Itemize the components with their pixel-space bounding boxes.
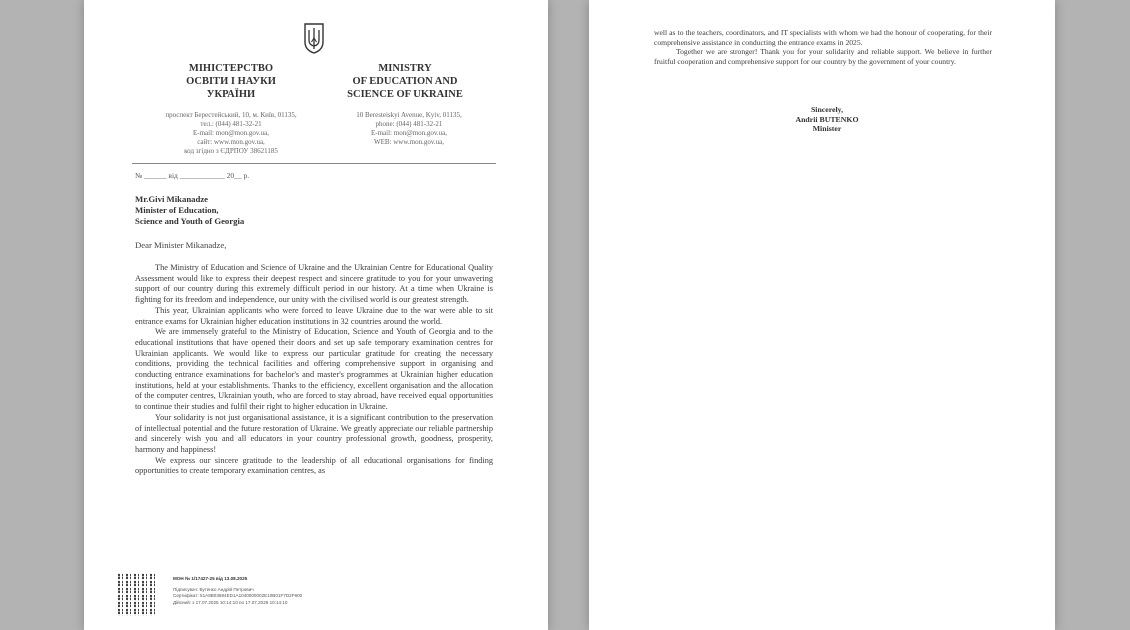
salutation: Dear Minister Mikanadze, <box>135 240 227 250</box>
address-en <box>324 111 494 147</box>
letter-body-continued <box>654 28 992 66</box>
header-en-line: SCIENCE OF UKRAINE <box>347 89 463 100</box>
header-ua-line: МІНІСТЕРСТВО <box>188 63 274 74</box>
closing-line: Sincerely, <box>810 105 844 114</box>
header-en-line: MINISTRY <box>378 63 432 74</box>
address-line: сайт: www.mon.gov.ua, <box>197 138 265 146</box>
digital-signature-block <box>173 576 302 606</box>
signatory-title: Minister <box>812 124 842 133</box>
signature-line: Дійсний: з 17.07.2025 10:14:10 по 17.07.2026 10:14:10 <box>173 599 288 605</box>
body-paragraph: well as to the teachers, coordinators, and IT specialists with whom we had the honour of cooperating, for their comprehensive assistance in conducting the entrance exams in 2025. <box>654 28 992 47</box>
header-en-line: OF EDUCATION AND <box>352 76 458 87</box>
closing-signature <box>749 105 905 134</box>
address-line: WEB: www.mon.gov.ua, <box>373 138 445 146</box>
body-paragraph: We express our sincere gratitude to the leadership of all educational organisations for finding opportunities to create temporary examination centres, as <box>135 455 493 476</box>
address-line: 10 Beresteiskyi Avenue, Kyiv, 01135, <box>356 111 462 119</box>
document-number: МОН № 1/17427-25 від 13.08.2025 <box>173 576 248 581</box>
address-line: E-mail: mon@mon.gov.ua, <box>371 129 447 137</box>
address-line: проспект Берестейський, 10, м. Київ, 01135, <box>165 111 297 119</box>
letter-body <box>135 263 493 477</box>
ministry-header-en <box>330 62 480 101</box>
address-line: тел.: (044) 481-32-21 <box>200 120 262 128</box>
letter-page-1 <box>84 0 548 630</box>
header-ua-line: УКРАЇНИ <box>206 89 256 100</box>
address-ua <box>136 111 326 156</box>
recipient-line: Mr.Givi Mikanadze <box>135 194 209 204</box>
body-paragraph: This year, Ukrainian applicants who were forced to leave Ukraine due to the war were able to sit entrance exams for Ukrainian higher education institutions in 32 countries around the world. <box>135 305 493 326</box>
signatory-name: Andrii BUTENKO <box>795 114 859 124</box>
address-line: код згідно з ЄДРПОУ 38621185 <box>184 147 278 155</box>
body-paragraph: Together we are stronger! Thank you for your solidarity and reliable support. We believe in further fruitful cooperation and comprehensive support for our country by the government of your country. <box>654 47 992 66</box>
body-paragraph: We are immensely grateful to the Ministry of Education, Science and Youth of Georgia and to the educational institutions that have opened their doors and set up safe temporary examination centres for Ukrainian applicants. We would like to express our particular gratitude for creating the necessary conditions, providing the technical facilities and offering comprehensive support in organising and conducting entrance examinations for bachelor's and master's programmes at Ukrainian higher education institutions, held at your establishments. Thanks to the efficiency, excellent organisation and the allocation of the computer centres, Ukrainian youth, who are forced to stay abroad, have received equal opportunities to continue their studies and fulfil their right to higher education in Ukraine. <box>135 327 493 412</box>
recipient-block <box>135 194 244 227</box>
body-paragraph: Your solidarity is not just organisational assistance, it is a significant contribution to the preservation of intellectual potential and the future restoration of Ukraine. We greatly appreciate our reliable partnership and sincerely wish you and all educators in your country professional growth, goodness, prosperity, harmony and happiness! <box>135 412 493 454</box>
address-line: phone: (044) 481-32-21 <box>375 120 443 128</box>
coat-of-arms-icon <box>303 22 325 54</box>
header-ua-line: ОСВІТИ І НАУКИ <box>186 76 276 87</box>
qr-code <box>118 573 157 616</box>
recipient-line: Science and Youth of Georgia <box>135 216 245 226</box>
body-paragraph: The Ministry of Education and Science of Ukraine and the Ukrainian Centre for Educational Quality Assessment would like to express their deepest respect and sincere gratitude to you for your unwavering support of our country during this extremely difficult period in our history. At a time when Ukraine is fighting for its freedom and independence, our unity with the civilised world is our greatest strength. <box>135 263 493 305</box>
registration-number-line: № ______ від ____________ 20__ р. <box>135 171 250 180</box>
letter-page-2 <box>589 0 1055 630</box>
ministry-header-ua <box>156 62 306 101</box>
signature-line: Підписувач: Бутенко Андрій Петрович <box>173 586 254 592</box>
address-line: E-mail: mon@mon.gov.ua, <box>193 129 269 137</box>
recipient-line: Minister of Education, <box>135 205 219 215</box>
signature-line: Сертифікат: 51A8B03684ED1A1040000002E10B01F7D2F900 <box>173 593 303 598</box>
header-divider <box>132 163 496 164</box>
